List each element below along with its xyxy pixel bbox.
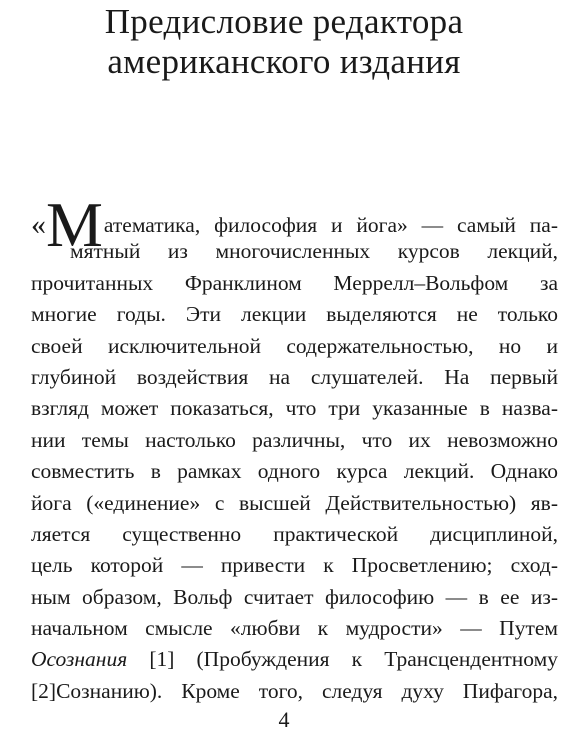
text-line: ным образом, Вольф считает философию — в ее из-	[31, 584, 558, 609]
text-line: прочитанных Франклином Меррелл–Вольфом за	[31, 270, 558, 295]
chapter-title	[0, 2, 568, 82]
text-line-content: атематика, философия и йога» — самый па-	[103, 213, 558, 237]
chapter-title-line-1: Предисловие редактора	[104, 2, 464, 41]
text-line: многие годы. Эти лекции выделяются не только	[31, 302, 558, 327]
drop-cap: М	[46, 189, 103, 260]
text-line: своей исключительной содержательностью, но и	[31, 333, 558, 358]
chapter-title-line-2: американского издания	[107, 42, 461, 81]
text-line: ляется существенно практической дисциплиной,	[31, 521, 558, 546]
text-line: глубиной воздействия на слушателей. На первый	[31, 364, 558, 389]
text-line: [2]Сознанию). Кроме того, следуя духу Пифагора,	[31, 678, 558, 703]
text-line: мятный из многочисленных курсов лекций,	[70, 239, 558, 264]
italic-term: Осознания	[31, 647, 128, 672]
text-line: йога («единение» с высшей Действительностью) яв-	[31, 490, 558, 515]
text-line: взгляд может показаться, что три указанные в назва-	[31, 396, 558, 421]
text-line: совместить в рамках одного курса лекций. Однако	[31, 459, 558, 484]
text-line: цель которой — привести к Просветлению; сход-	[31, 553, 558, 578]
text-line-content: [1] (Пробуждения к Трансцендентному	[127, 647, 558, 672]
page-number: 4	[278, 707, 290, 732]
opening-quote: «	[31, 208, 46, 241]
text-line: нии темы настолько различны, что их невозможно	[31, 427, 558, 452]
text-line: начальном смысле «любви к мудрости» — Путем	[31, 616, 558, 641]
text-line	[31, 644, 558, 675]
body-text	[31, 189, 558, 707]
